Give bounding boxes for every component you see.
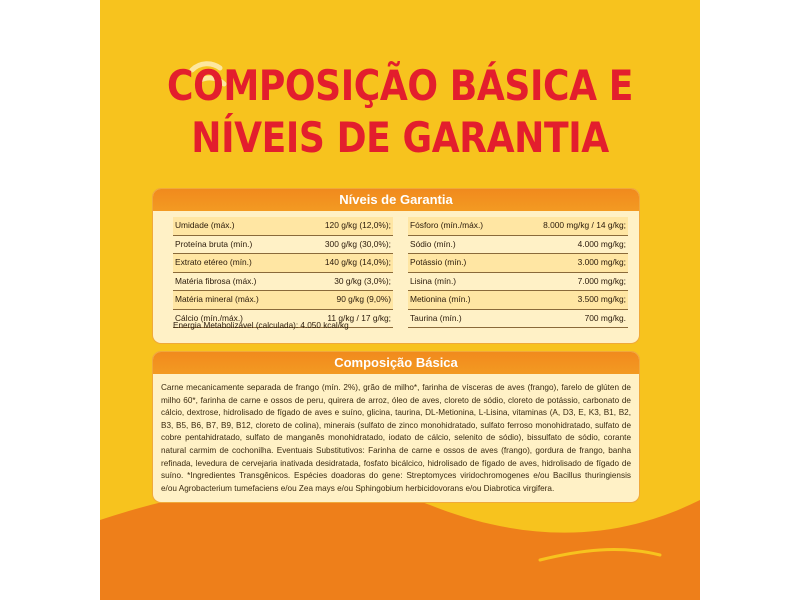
- composition-heading: Composição Básica: [153, 352, 639, 374]
- row-value: 300 g/kg (30,0%);: [324, 238, 391, 249]
- row-value: 7.000 mg/kg;: [577, 275, 626, 286]
- row-value: 30 g/kg (3,0%);: [334, 275, 391, 286]
- row-label: Umidade (máx.): [175, 220, 235, 230]
- guarantee-levels-box: [153, 189, 639, 343]
- table-row: [408, 217, 628, 236]
- row-label: Cálcio (mín./máx.): [175, 312, 243, 323]
- table-row: [173, 217, 393, 236]
- row-value: 120 g/kg (12,0%);: [324, 220, 391, 230]
- title-line-2: NÍVEIS DE GARANTIA: [191, 113, 609, 162]
- table-row: [173, 236, 393, 255]
- table-row: [408, 254, 628, 273]
- row-label: Matéria fibrosa (máx.): [175, 275, 257, 286]
- table-row: [173, 254, 393, 273]
- guarantee-heading: Níveis de Garantia: [153, 189, 639, 211]
- energy-line: Energia Metabolizável (calculada): 4.050 kcal/kg: [173, 321, 349, 330]
- row-label: Matéria mineral (máx.): [175, 294, 259, 304]
- row-label: Potássio (mín.): [410, 257, 467, 267]
- row-value: 8.000 mg/kg / 14 g/kg;: [543, 220, 626, 230]
- row-value: 700 mg/kg.: [584, 312, 626, 323]
- composition-text: Carne mecanicamente separada de frango (mín. 2%), grão de milho*, farinha de vísceras de aves (frango), farelo de glúten de milho 60*, farinha de carne e ossos de peru, quirera de arroz, óleo de aves, cloreto de sódio, cloreto de potássio, carbonato de cálcio, dextrose, hidrolisado de fígado de aves e suíno, glicina, taurina, DL-Metionina, L-Lisina, vitaminas (A, D3, E, K3, B1, B2, B3, B5, B6, B7, B9, B12, cloreto de colina), minerais (sulfato de zinco monohidratado, sulfato ferroso monohidratado, sulfato de cobre pentahidratado, sulfato de manganês monohidratado, iodato de cálcio, selenito de sódio), bissulfato de sódio, corante natural carmim de cochonilha. Eventuais Substitutivos: Farinha de carne e ossos de aves (frango), gordura de frango, banha refinada, levedura de cervejaria inativada desidratada, fosfato bicálcico, hidrolisado de fígado de aves, hidrolisado de fígado de suíno. *Ingredientes Transgênicos. Espécies doadoras do gene: Streptomyces viridochromogenes e/ou Bacillus thuringiensis e/ou Agrobacterium tumefaciens e/ou Zea mays e/ou Sphingobium herbicidovorans e/ou Diabrotica virgifera.: [161, 383, 631, 493]
- row-label: Extrato etéreo (mín.): [175, 257, 252, 267]
- row-value: 4.000 mg/kg;: [577, 238, 626, 249]
- table-row: [408, 310, 628, 329]
- product-info-panel: [100, 0, 700, 600]
- page-title: [142, 60, 658, 164]
- table-row: [408, 236, 628, 255]
- guarantee-right-column: [408, 217, 628, 328]
- title-line-1: COMPOSIÇÃO BÁSICA E: [166, 61, 634, 110]
- row-value: 3.000 mg/kg;: [577, 257, 626, 267]
- basic-composition-box: [153, 352, 639, 502]
- row-label: Lisina (mín.): [410, 275, 457, 286]
- table-row: [408, 291, 628, 310]
- row-value: 11 g/kg / 17 g/kg;: [327, 312, 391, 323]
- table-row: [173, 291, 393, 310]
- row-label: Fósforo (mín./máx.): [410, 220, 484, 230]
- row-value: 3.500 mg/kg;: [577, 294, 626, 304]
- row-value: 90 g/kg (9,0%): [336, 294, 391, 304]
- row-label: Metionina (mín.): [410, 294, 471, 304]
- guarantee-left-column: [173, 217, 393, 328]
- row-label: Taurina (mín.): [410, 312, 462, 323]
- row-value: 140 g/kg (14,0%);: [324, 257, 391, 267]
- table-row: [408, 273, 628, 292]
- row-label: Proteína bruta (mín.): [175, 238, 253, 249]
- table-row: [173, 273, 393, 292]
- row-label: Sódio (mín.): [410, 238, 456, 249]
